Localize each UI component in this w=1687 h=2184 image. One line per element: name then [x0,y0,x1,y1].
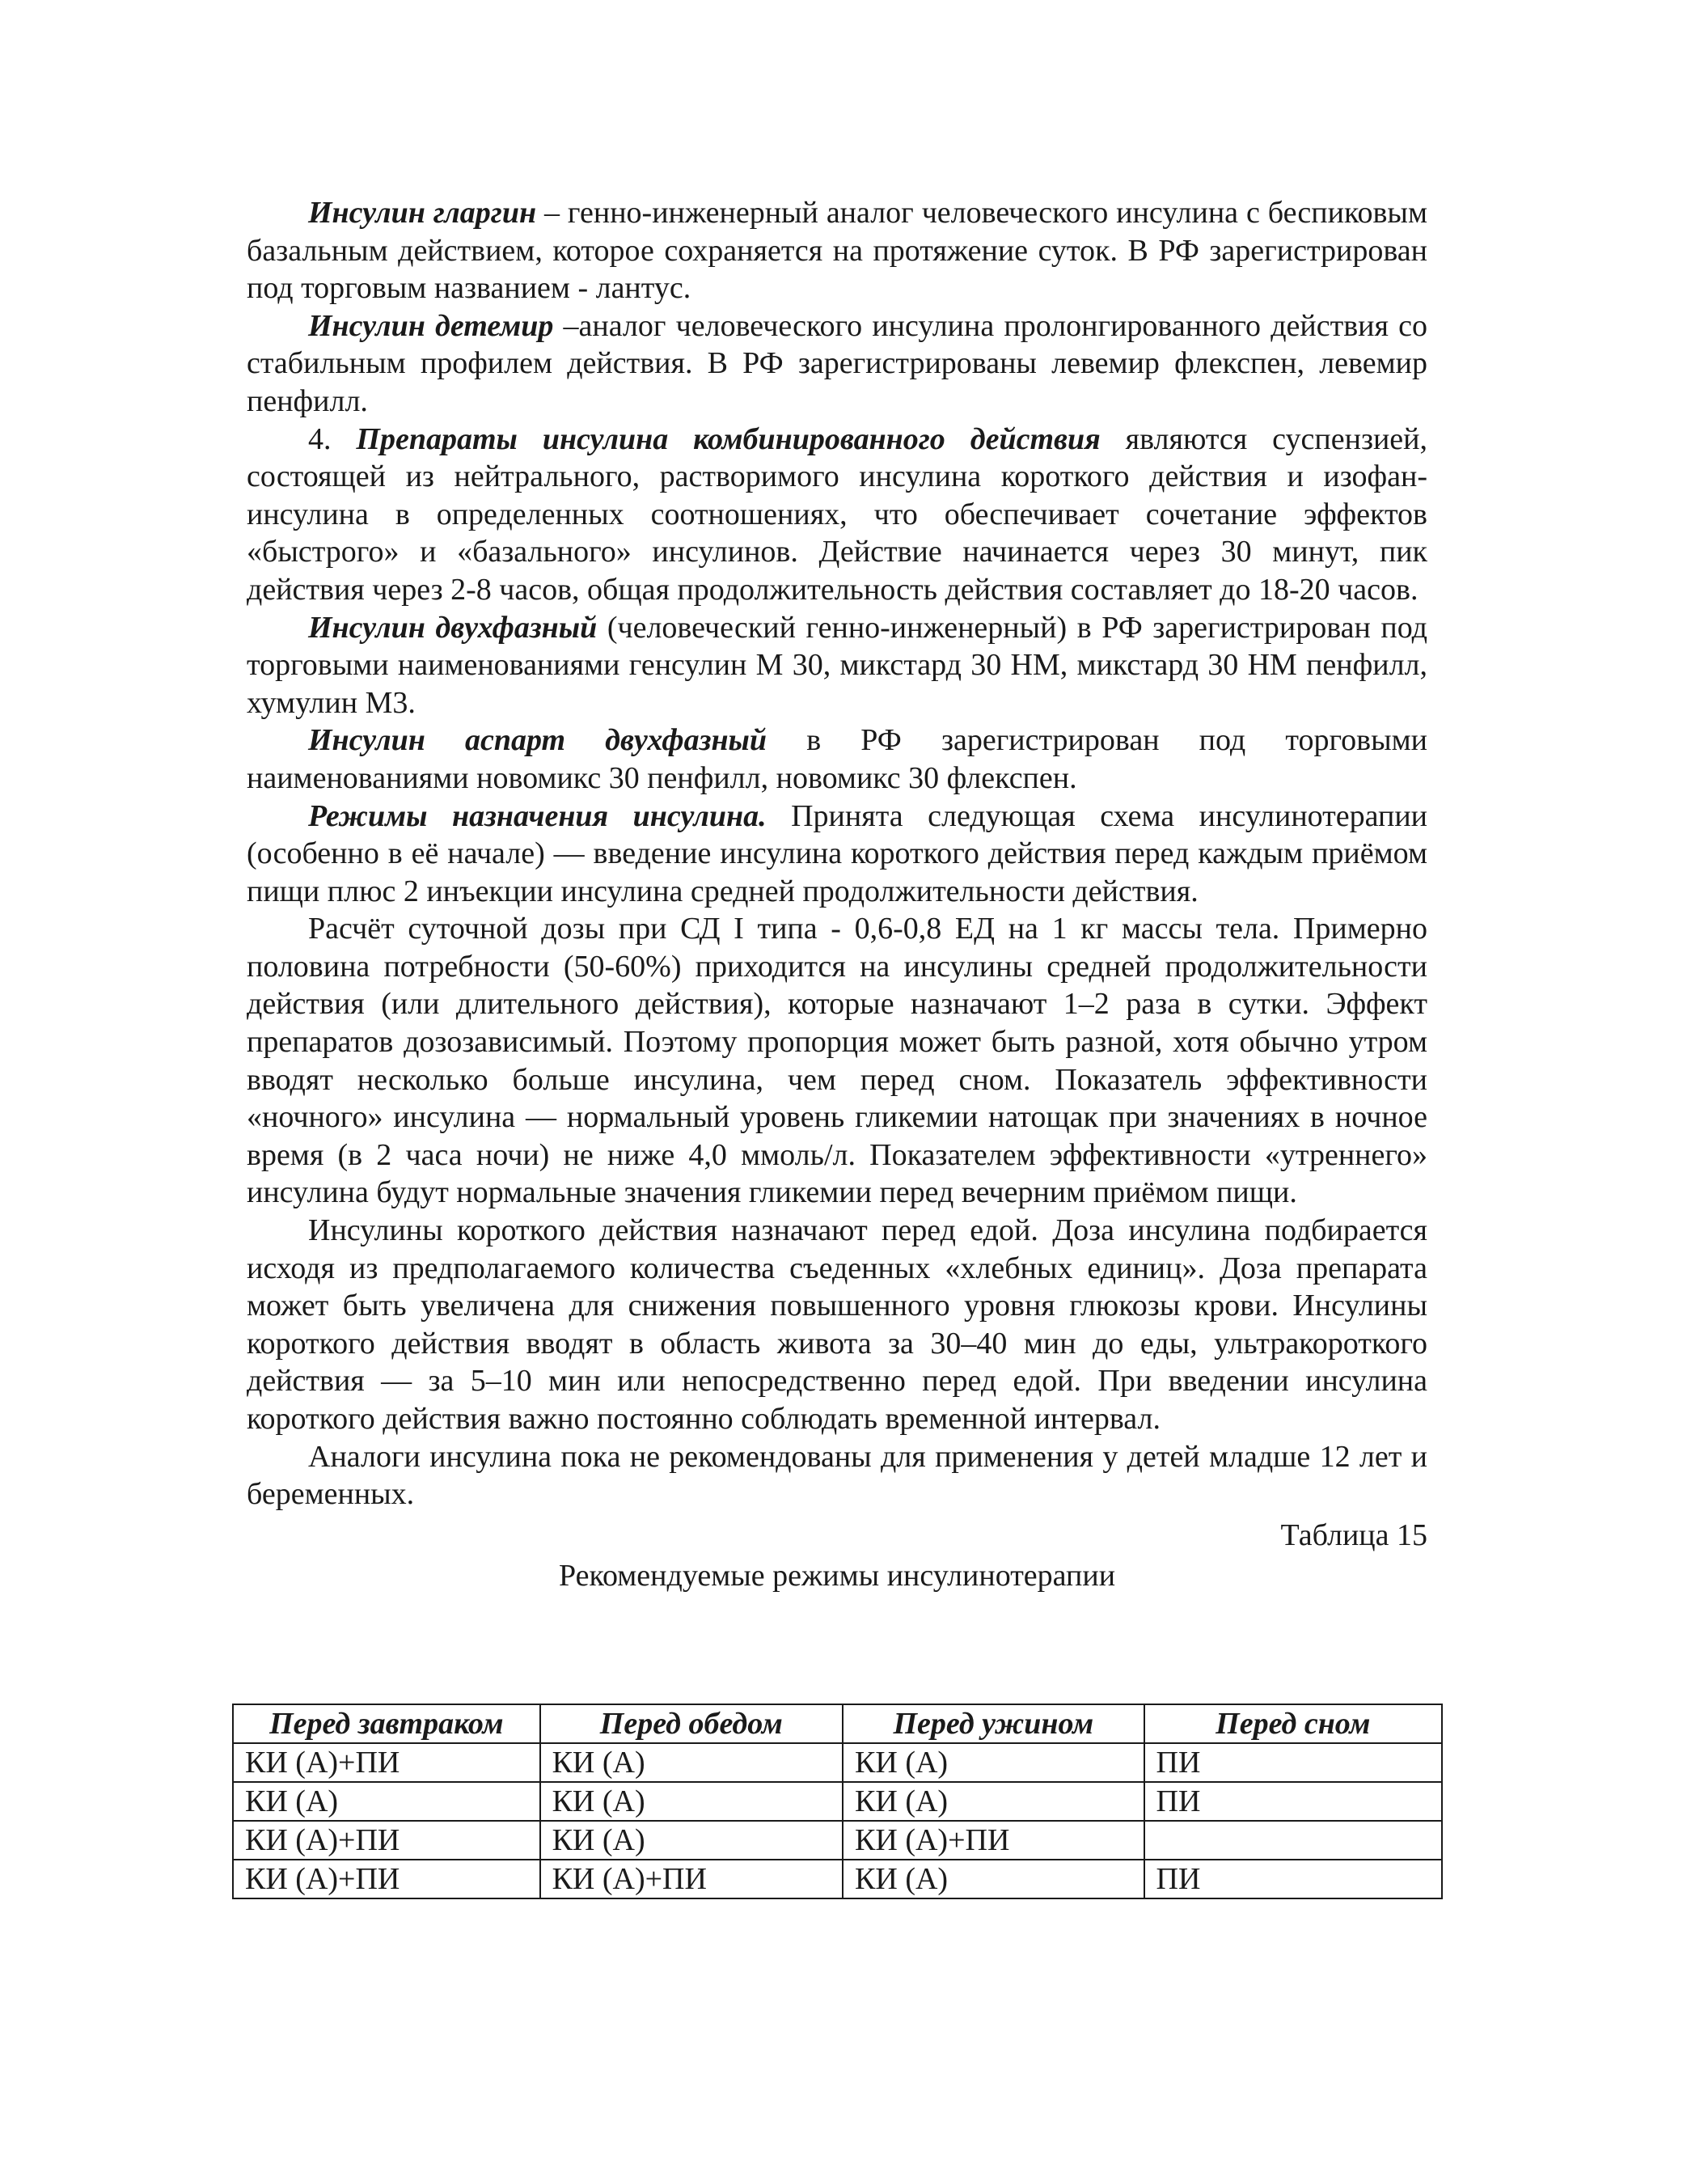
table-cell: КИ (А) [540,1743,843,1782]
number-combined: 4. [308,421,357,456]
table-row [233,1821,1442,1860]
text-regimes: Принята следующая схема инсулинотерапии (особенно в её начале) — введение инсулина короткого действия перед каждым приёмом пищи плюс 2 инъекции инсулина средней продолжительности действия. [247,798,1427,908]
table-cell: ПИ [1144,1782,1442,1821]
paragraph-glargin [247,194,1427,307]
table-cell: КИ (А)+ПИ [233,1860,540,1898]
paragraph-combined [247,421,1427,609]
table-cell: КИ (А) [843,1743,1144,1782]
text-biphasic: (человеческий генно-инженерный) в РФ зарегистрирован под торговыми наименованиями генсулин М 30, микстард 30 НМ, микстард 30 НМ пенфилл, хумулин М3. [247,610,1427,720]
table-cell: ПИ [1144,1860,1442,1898]
table-cell: КИ (А) [843,1782,1144,1821]
term-biphasic: Инсулин двухфазный [308,610,598,645]
table-row [233,1743,1442,1782]
header-before-breakfast: Перед завтраком [233,1704,540,1743]
paragraph-analogs: Аналоги инсулина пока не рекомендованы для применения у детей младше 12 лет и беременных. [247,1439,1427,1512]
term-aspart: Инсулин аспарт двухфазный [308,723,767,758]
text-glargin: – генно-инженерный аналог человеческого инсулина с беспиковым базальным действием, которое сохраняется на протяжение суток. В РФ зарегистрирован под торговым названием - лантус. [247,196,1427,306]
text-detemir: –аналог человеческого инсулина пролонгированного действия со стабильным профилем действия. В РФ зарегистрированы левемир флекспен, левемир пенфилл. [247,308,1427,418]
table-cell: ПИ [1144,1743,1442,1782]
paragraph-short-acting: Инсулины короткого действия назначают перед едой. Доза инсулина подбирается исходя из предполагаемого количества съеденных «хлебных единиц». Доза препарата может быть увеличена для снижения повышенного уровня глюкозы крови. Инсулины короткого действия вводят в область живота за 30–40 мин до еды, ультракороткого действия — за 5–10 мин или непосредственно перед едой. При введении инсулина короткого действия важно постоянно соблюдать временной интервал. [247,1213,1427,1436]
header-before-lunch: Перед обедом [540,1704,843,1743]
text-combined: являются суспензией, состоящей из нейтрального, растворимого инсулина короткого действия и изофан-инсулина в определенных соотношениях, что обеспечивает сочетание эффектов «быстрого» и «базального» инсулинов. Действие начинается через 30 минут, пик действия через 2-8 часов, общая продолжительность действия составляет до 18-20 часов. [247,421,1427,607]
term-glargin: Инсулин гларгин [308,196,537,230]
table-cell: КИ (А) [540,1821,843,1860]
table-header-row [233,1704,1442,1743]
table-row [233,1860,1442,1898]
header-before-sleep: Перед сном [1144,1704,1442,1743]
paragraph-regimes [247,798,1427,911]
table-cell: КИ (А) [233,1782,540,1821]
insulin-regimes-table [232,1704,1443,1899]
paragraph-detemir [247,307,1427,421]
term-regimes: Режимы назначения инсулина. [308,798,767,833]
table-cell: КИ (А)+ПИ [233,1743,540,1782]
table-cell: КИ (А) [843,1860,1144,1898]
table-cell: КИ (А)+ПИ [843,1821,1144,1860]
document-page [247,194,1427,1595]
term-combined: Препараты инсулина комбинированного действия [356,421,1101,456]
table-row [233,1782,1442,1821]
paragraph-aspart [247,722,1427,797]
table-label: Таблица 15 [1280,1517,1427,1552]
paragraph-daily-dose: Расчёт суточной дозы при СД I типа - 0,6-0,8 ЕД на 1 кг массы тела. Примерно половина потребности (50-60%) приходится на инсулины средней продолжительности действия (или длительного действия), которые назначают 1–2 раза в сутки. Эффект препаратов дозозависимый. Поэтому пропорция может быть разной, хотя обычно утром вводят несколько больше инсулина, чем перед сном. Показатель эффективности «ночного» инсулина — нормальный уровень гликемии натощак при значениях в ночное время (в 2 часа ночи) не ниже 4,0 ммоль/л. Показателем эффективности «утреннего» инсулина будут нормальные значения гликемии перед вечерним приёмом пищи. [247,912,1427,1210]
header-before-dinner: Перед ужином [843,1704,1144,1743]
table-caption: Рекомендуемые режимы инсулинотерапии [558,1559,1116,1594]
paragraph-biphasic [247,609,1427,722]
table-cell [1144,1821,1442,1860]
table-cell: КИ (А) [540,1782,843,1821]
text-aspart: в РФ зарегистрирован под торговыми наименованиями новомикс 30 пенфилл, новомикс 30 флекспен. [247,723,1427,795]
term-detemir: Инсулин детемир [308,308,554,343]
table-cell: КИ (А)+ПИ [540,1860,843,1898]
table-cell: КИ (А)+ПИ [233,1821,540,1860]
